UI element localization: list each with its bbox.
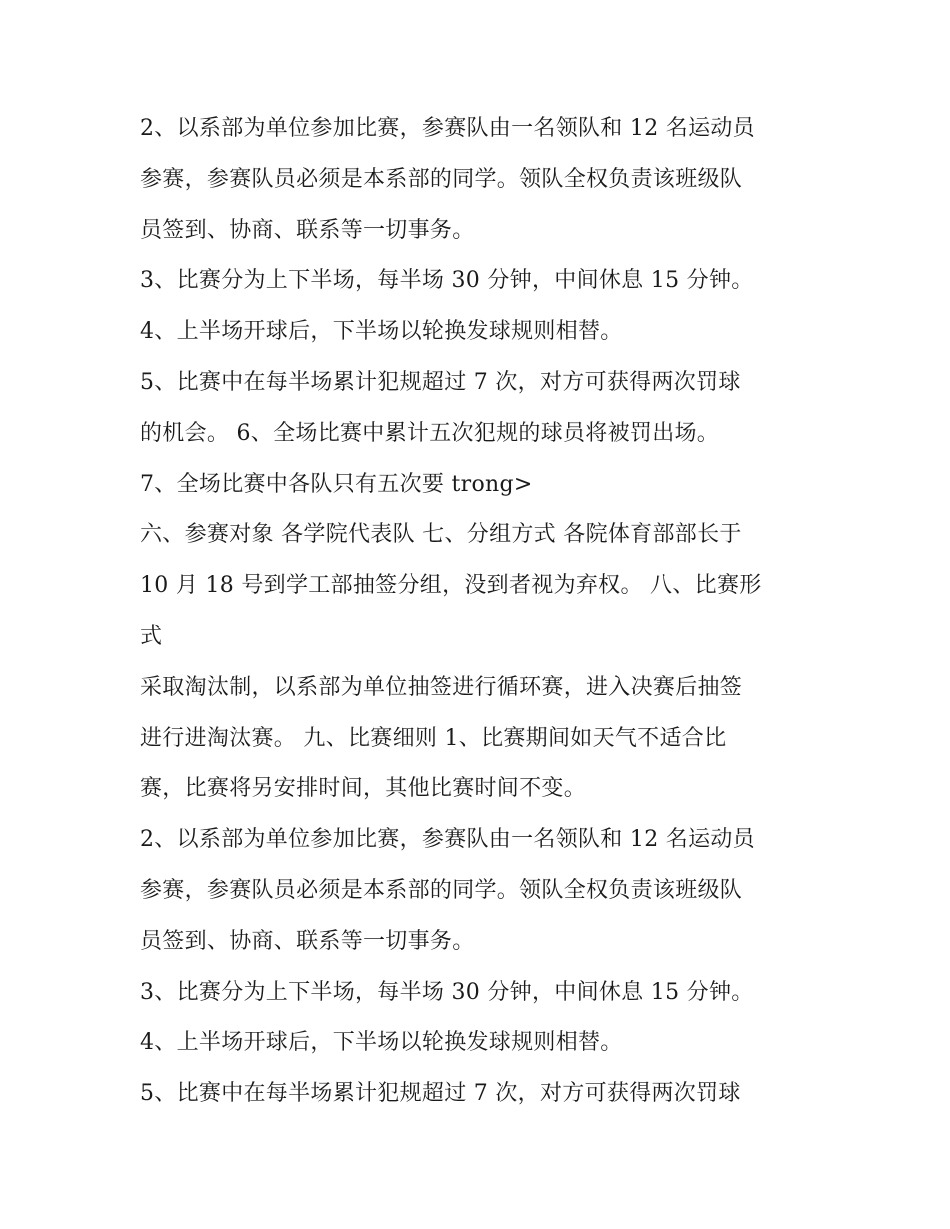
- text-line: 员签到、协商、联系等一切事务。: [140, 217, 475, 243]
- text-line: 进行进淘汰赛。 九、比赛细则 1、比赛期间如天气不适合比: [140, 725, 727, 751]
- text-line: 参赛，参赛队员必须是本系部的同学。领队全权负责该班级队: [140, 877, 743, 903]
- text-line: 5、比赛中在每半场累计犯规超过 7 次，对方可获得两次罚球: [140, 369, 741, 395]
- text-line: 4、上半场开球后，下半场以轮换发球规则相替。: [140, 319, 623, 345]
- text-line: 的机会。 6、全场比赛中累计五次犯规的球员将被罚出场。: [140, 420, 720, 446]
- text-line: 10 月 18 号到学工部抽签分组，没到者视为弃权。 八、比赛形: [140, 573, 762, 599]
- text-line: 参赛，参赛队员必须是本系部的同学。领队全权负责该班级队: [140, 166, 743, 192]
- document-body: [140, 104, 830, 1120]
- text-line: 2、以系部为单位参加比赛，参赛队由一名领队和 12 名运动员: [140, 116, 755, 141]
- text-line: 3、比赛分为上下半场，每半场 30 分钟，中间休息 15 分钟。: [140, 979, 754, 1005]
- text-line: 员签到、协商、联系等一切事务。: [140, 928, 475, 954]
- text-line: 赛，比赛将另安排时间，其他比赛时间不变。: [140, 776, 587, 802]
- text-line: 7、全场比赛中各队只有五次要 trong>: [140, 471, 533, 497]
- text-line: 六、参赛对象 各学院代表队 七、分组方式 各院体育部部长于: [140, 522, 742, 548]
- text-line: 3、比赛分为上下半场，每半场 30 分钟，中间休息 15 分钟。: [140, 268, 754, 294]
- text-line: 2、以系部为单位参加比赛，参赛队由一名领队和 12 名运动员: [140, 827, 755, 853]
- text-line: 5、比赛中在每半场累计犯规超过 7 次，对方可获得两次罚球: [140, 1081, 741, 1107]
- text-line: 式: [140, 623, 163, 649]
- text-line: 采取淘汰制，以系部为单位抽签进行循环赛，进入决赛后抽签: [140, 674, 743, 700]
- text-line: 4、上半场开球后，下半场以轮换发球规则相替。: [140, 1030, 623, 1056]
